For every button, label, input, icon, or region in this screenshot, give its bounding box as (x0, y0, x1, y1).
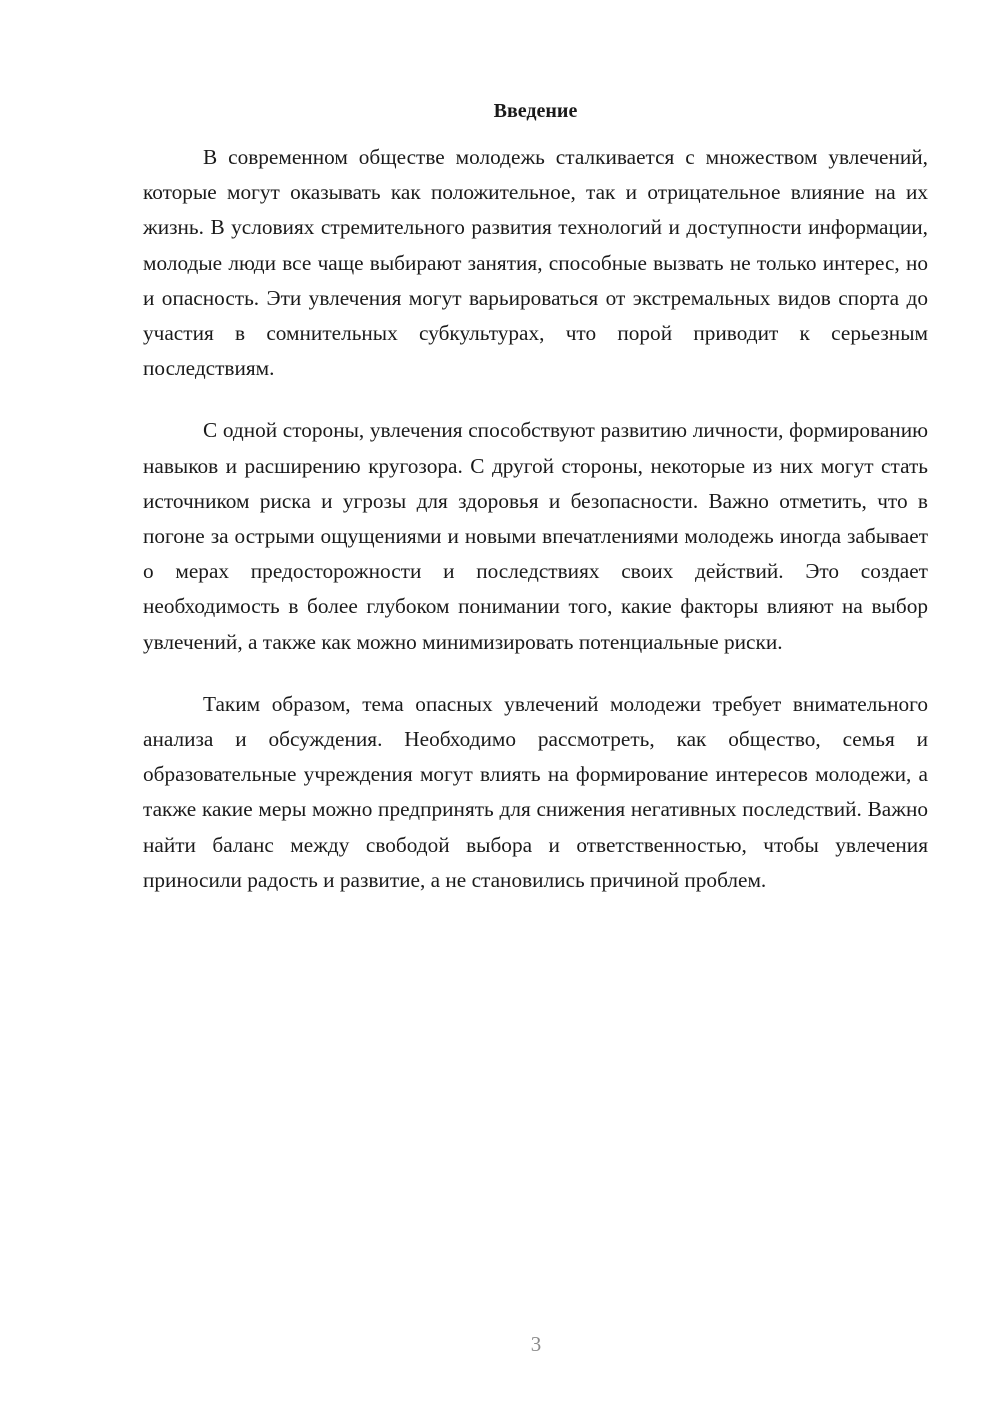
page-content (143, 96, 928, 925)
page-number: 3 (530, 1332, 542, 1356)
section-heading: Введение (493, 100, 578, 122)
paragraph-3: Таким образом, тема опасных увлечений молодежи требует внимательного анализа и обсуждения. Необходимо рассмотреть, как общество, семья и образовательные учреждения могут влиять на формирование интересов молодежи, а также какие меры можно предпринять для снижения негативных последствий. Важно найти баланс между свободой выбора и ответственностью, чтобы увлечения приносили радость и развитие, а не становились причиной проблем. (143, 691, 928, 892)
paragraph-2: С одной стороны, увлечения способствуют развитию личности, формированию навыков и расширению кругозора. С другой стороны, некоторые из них могут стать источником риска и угрозы для здоровья и безопасности. Важно отметить, что в погоне за острыми ощущениями и новыми впечатлениями молодежь иногда забывает о мерах предосторожности и последствиях своих действий. Это создает необходимость в более глубоком понимании того, какие факторы влияют на выбор увлечений, а также как можно минимизировать потенциальные риски. (143, 418, 928, 654)
paragraph-1: В современном обществе молодежь сталкивается с множеством увлечений, которые могут оказывать как положительное, так и отрицательное влияние на их жизнь. В условиях стремительного развития технологий и доступности информации, молодые люди все чаще выбирают занятия, способные вызвать не только интерес, но и опасность. Эти увлечения могут варьироваться от экстремальных видов спорта до участия в сомнительных субкультурах, что порой приводит к серьезным последствиям. (143, 145, 928, 381)
